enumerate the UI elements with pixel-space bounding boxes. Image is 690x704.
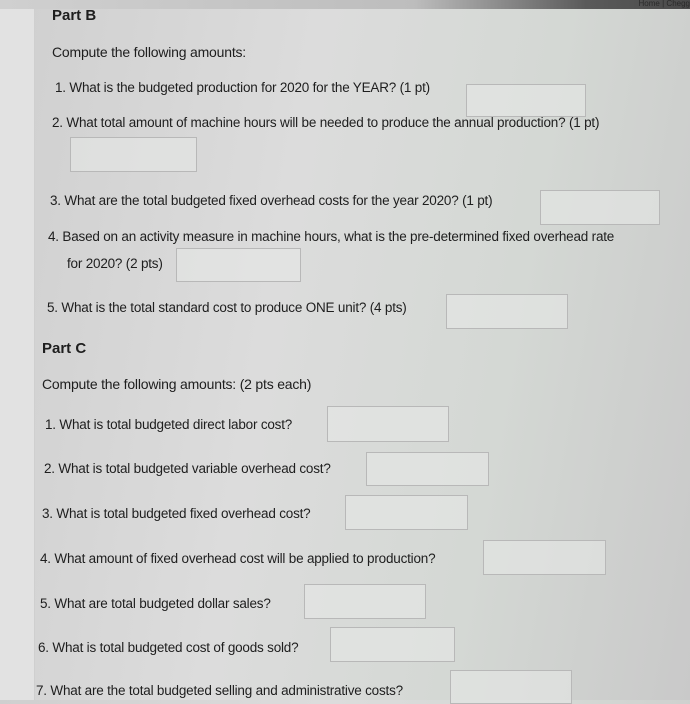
answer-b2-input[interactable] xyxy=(70,137,197,172)
question-c4: 4. What amount of fixed overhead cost will be applied to production? xyxy=(40,551,436,566)
answer-b3-input[interactable] xyxy=(540,190,660,225)
question-b1: 1. What is the budgeted production for 2020 for the YEAR? (1 pt) xyxy=(55,80,430,95)
question-c2: 2. What is total budgeted variable overhead cost? xyxy=(44,461,331,476)
question-b4: 4. Based on an activity measure in machine hours, what is the pre-determined fixed overhead rate xyxy=(48,229,615,244)
top-links xyxy=(639,0,690,8)
answer-b4-input[interactable] xyxy=(176,248,301,282)
home-link[interactable]: Home xyxy=(638,0,660,8)
part-b-title: Part B xyxy=(52,7,97,24)
answer-c7-input[interactable] xyxy=(450,670,572,704)
question-c3: 3. What is total budgeted fixed overhead cost? xyxy=(42,506,311,521)
browser-top-bar xyxy=(0,0,690,9)
answer-c3-input[interactable] xyxy=(345,495,468,530)
question-c5: 5. What are total budgeted dollar sales? xyxy=(40,596,271,611)
answer-c4-input[interactable] xyxy=(483,540,606,575)
answer-c5-input[interactable] xyxy=(304,584,426,619)
answer-b5-input[interactable] xyxy=(446,294,568,329)
chegg-link[interactable]: Chegg xyxy=(666,0,690,8)
question-b4-continued: for 2020? (2 pts) xyxy=(67,256,163,271)
part-b-instructions: Compute the following amounts: xyxy=(52,44,246,60)
question-b3: 3. What are the total budgeted fixed overhead costs for the year 2020? (1 pt) xyxy=(50,193,493,208)
answer-b1-input[interactable] xyxy=(466,84,586,117)
answer-c6-input[interactable] xyxy=(330,627,455,662)
question-c1: 1. What is total budgeted direct labor cost? xyxy=(45,417,293,432)
answer-c1-input[interactable] xyxy=(327,406,449,442)
question-c6: 6. What is total budgeted cost of goods sold? xyxy=(38,640,299,655)
answer-c2-input[interactable] xyxy=(366,452,489,486)
page-margin xyxy=(0,9,35,700)
part-c-title: Part C xyxy=(42,340,87,357)
question-b5: 5. What is the total standard cost to produce ONE unit? (4 pts) xyxy=(47,300,407,315)
link-separator: | xyxy=(662,0,665,8)
question-b2: 2. What total amount of machine hours will be needed to produce the annual production? (1 pt) xyxy=(52,115,600,130)
part-c-instructions: Compute the following amounts: (2 pts each) xyxy=(42,376,312,392)
question-c7: 7. What are the total budgeted selling and administrative costs? xyxy=(36,683,403,698)
